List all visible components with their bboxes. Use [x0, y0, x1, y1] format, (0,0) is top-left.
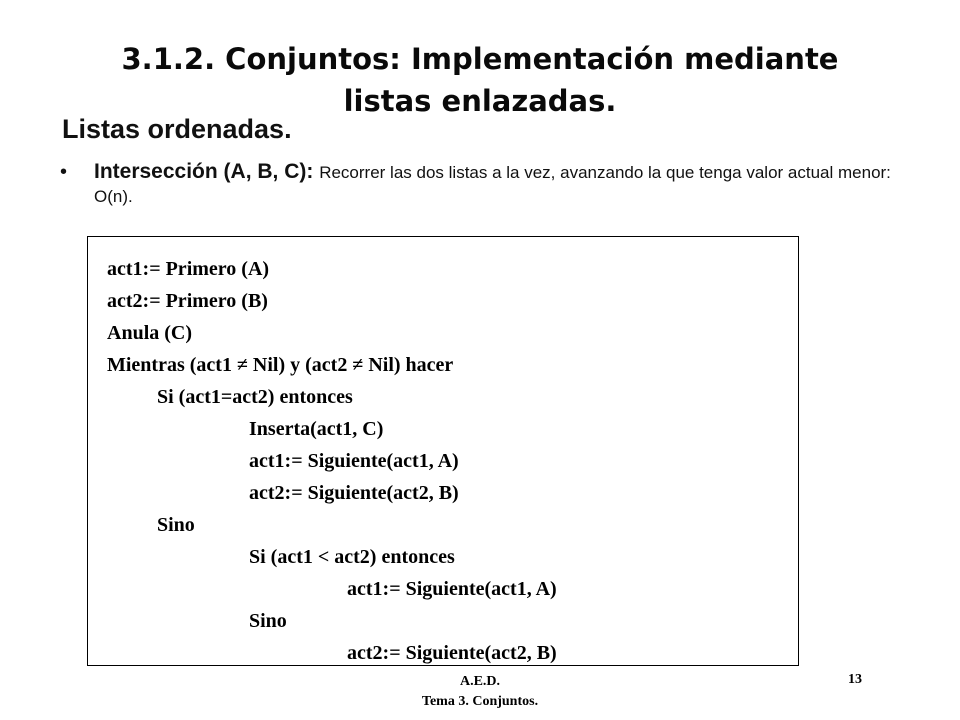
slide-title: 3.1.2. Conjuntos: Implementación mediante listas enlazadas. — [121, 42, 839, 118]
code-line: Si (act1 < act2) entonces — [249, 546, 455, 568]
footer-topic: Tema 3. Conjuntos. — [421, 694, 539, 709]
bullet-marker: • — [60, 161, 68, 183]
pseudocode-box — [87, 236, 799, 666]
code-line: act2:= Primero (B) — [107, 290, 268, 312]
bullet-text — [94, 160, 924, 209]
code-line: Sino — [157, 514, 195, 536]
code-line: Si (act1=act2) entonces — [157, 386, 353, 408]
code-line: act1:= Siguiente(act1, A) — [347, 578, 557, 600]
code-line: act2:= Siguiente(act2, B) — [249, 482, 459, 504]
code-line: act1:= Primero (A) — [107, 258, 270, 280]
footer-course: A.E.D. — [459, 674, 501, 689]
page-number: 13 — [848, 672, 862, 687]
code-line: Sino — [249, 610, 287, 632]
footer-course-info — [380, 672, 580, 712]
bullet-term: Intersección (A, B, C): — [94, 160, 320, 183]
code-line: Inserta(act1, C) — [249, 418, 384, 440]
code-line: Mientras (act1 ≠ Nil) y (act2 ≠ Nil) hacer — [107, 354, 454, 376]
bullet-description: Recorrer las dos listas a la vez, avanzando la que tenga valor actual menor: O(n). — [94, 163, 891, 206]
code-line: act2:= Siguiente(act2, B) — [347, 642, 557, 664]
code-line: Anula (C) — [107, 322, 193, 344]
code-line: act1:= Siguiente(act1, A) — [249, 450, 459, 472]
section-subtitle: Listas ordenadas. — [62, 114, 292, 144]
